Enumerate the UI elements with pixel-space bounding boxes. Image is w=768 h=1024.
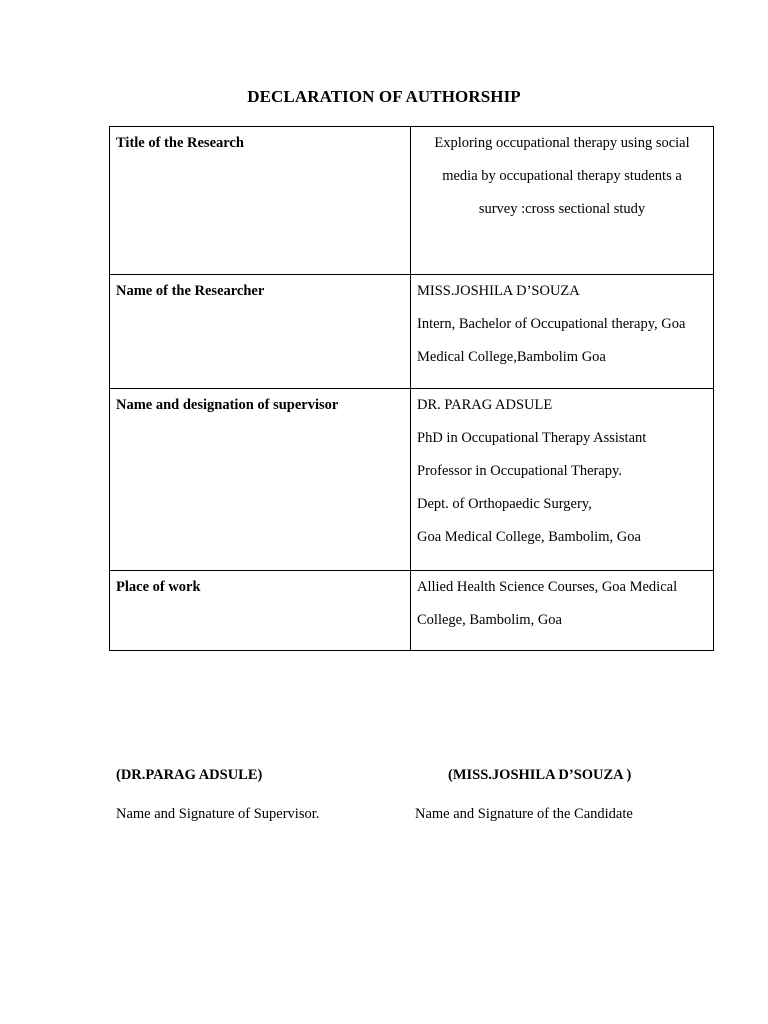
supervisor-line-5: Goa Medical College, Bambolim, Goa	[417, 529, 641, 545]
row-label-supervisor: Name and designation of supervisor	[110, 389, 411, 571]
supervisor-line-1: DR. PARAG ADSULE	[417, 397, 553, 413]
researcher-line-1: MISS.JOSHILA D’SOUZA	[417, 283, 580, 299]
document-title: DECLARATION OF AUTHORSHIP	[247, 87, 521, 106]
declaration-table	[109, 126, 714, 651]
row-value-research-title	[411, 127, 714, 275]
researcher-line-3: Medical College,Bambolim Goa	[417, 349, 606, 365]
table-row-researcher	[110, 275, 714, 389]
research-title-line-2: media by occupational therapy students a	[442, 168, 682, 184]
supervisor-line-4: Dept. of Orthopaedic Surgery,	[417, 496, 592, 512]
row-value-place-of-work	[411, 571, 714, 651]
supervisor-signature-caption: Name and Signature of Supervisor.	[116, 806, 320, 822]
row-label-place-of-work: Place of work	[110, 571, 411, 651]
candidate-signature-caption: Name and Signature of the Candidate	[415, 806, 633, 822]
table-row-supervisor	[110, 389, 714, 571]
row-label-research-title: Title of the Research	[110, 127, 411, 275]
research-title-line-3: survey :cross sectional study	[478, 201, 646, 217]
research-title-line-1: Exploring occupational therapy using social	[434, 135, 690, 151]
table-row-place-of-work	[110, 571, 714, 651]
row-value-supervisor	[411, 389, 714, 571]
supervisor-line-2: PhD in Occupational Therapy Assistant	[417, 430, 647, 446]
place-of-work-line-2: College, Bambolim, Goa	[417, 612, 562, 628]
supervisor-line-3: Professor in Occupational Therapy.	[417, 463, 622, 479]
row-label-researcher: Name of the Researcher	[110, 275, 411, 389]
candidate-signature-name: (MISS.JOSHILA D’SOUZA )	[448, 767, 632, 783]
place-of-work-line-1: Allied Health Science Courses, Goa Medical	[417, 579, 678, 595]
table-row-research-title	[110, 127, 714, 275]
supervisor-signature-name: (DR.PARAG ADSULE)	[116, 767, 263, 783]
researcher-line-2: Intern, Bachelor of Occupational therapy, Goa	[417, 316, 686, 332]
row-value-researcher	[411, 275, 714, 389]
